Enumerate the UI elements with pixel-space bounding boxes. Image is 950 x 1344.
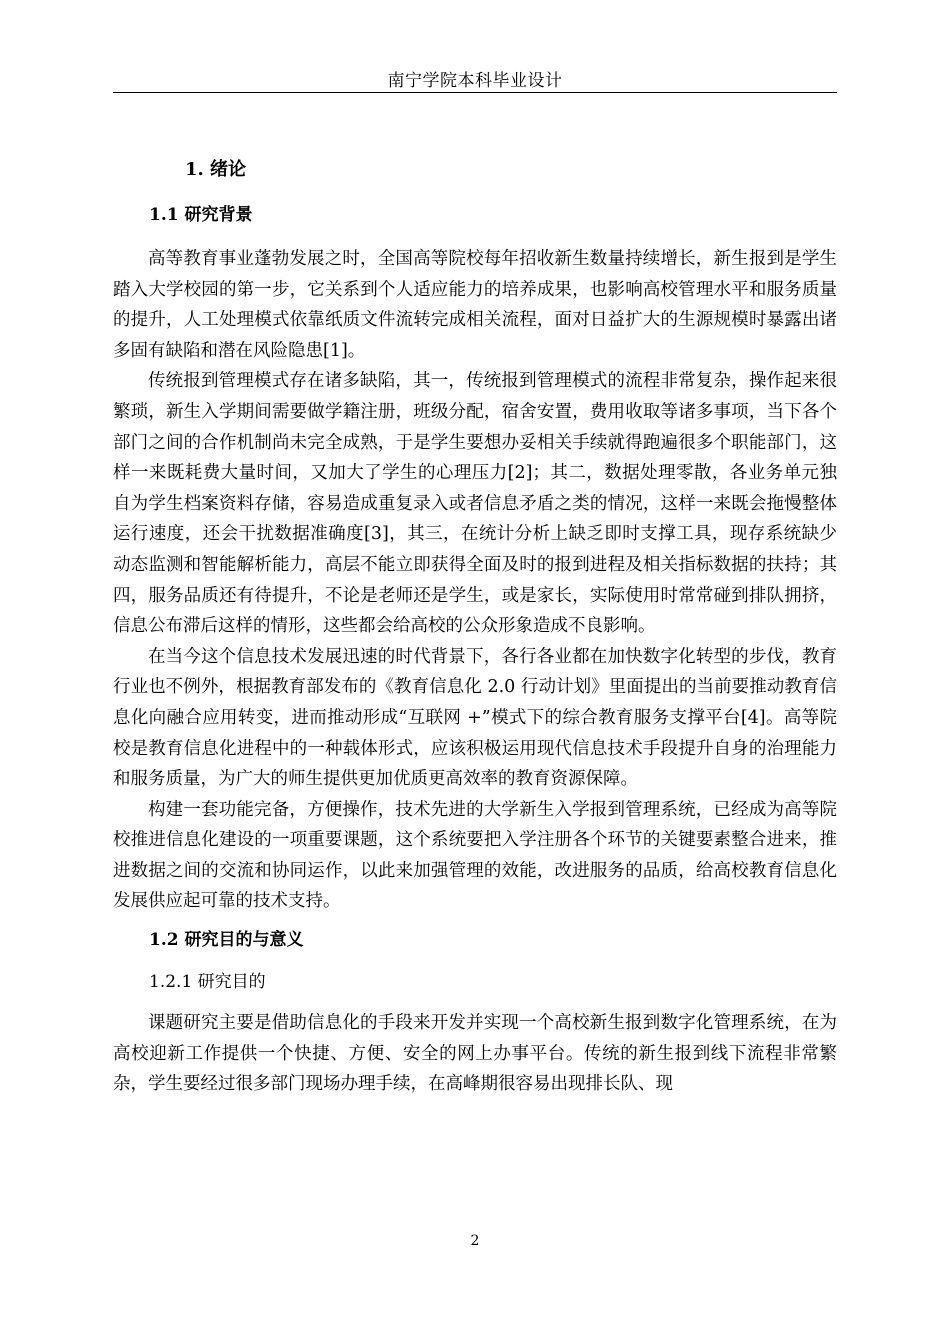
- paragraph: 高等教育事业蓬勃发展之时，全国高等院校每年招收新生数量持续增长，新生报到是学生踏入大学校园的第一步，它关系到个人适应能力的培养成果，也影响高校管理水平和服务质量的提升，人工处理模式依靠纸质文件流转完成相关流程，面对日益扩大的生源规模时暴露出诸多固有缺陷和潜在风险隐患[1]。: [113, 249, 837, 361]
- paragraph: 传统报到管理模式存在诸多缺陷，其一，传统报到管理模式的流程非常复杂，操作起来很繁琐，新生入学期间需要做学籍注册，班级分配，宿舍安置，费用收取等诸多事项，当下各个部门之间的合作机制尚未完全成熟，于是学生要想办妥相关手续就得跑遍很多个职能部门，这样一来既耗费大量时间，又加大了学生的心理压力[2]；其二，数据处理零散，各业务单元独自为学生档案资料存储，容易造成重复录入或者信息矛盾之类的情况，这样一来既会拖慢整体运行速度，还会干扰数据准确度[3]，其三，在统计分析上缺乏即时支撑工具，现存系统缺少动态监测和智能解析能力，高层不能立即获得全面及时的报到进程及相关指标数据的扶持；其四，服务品质还有待提升，不论是老师还是学生，或是家长，实际使用时常常碰到排队拥挤，信息公布滞后这样的情形，这些都会给高校的公众形象造成不良影响。: [113, 371, 837, 637]
- paragraph: 构建一套功能完备，方便操作，技术先进的大学新生入学报到管理系统，已经成为高等院校推进信息化建设的一项重要课题，这个系统要把入学注册各个环节的关键要素整合进来，推进数据之间的交流和协同运作，以此来加强管理的效能，改进服务的品质，给高校教育信息化发展供应起可靠的技术支持。: [113, 799, 837, 912]
- paragraph: 课题研究主要是借助信息化的手段来开发并实现一个高校新生报到数字化管理系统，在为高校迎新工作提供一个快捷、方便、安全的网上办事平台。传统的新生报到线下流程非常繁杂，学生要经过很多部门现场办理手续，在高峰期很容易出现排长队、现: [113, 1013, 837, 1095]
- page-number: 2: [470, 1233, 480, 1249]
- page-content: [113, 154, 837, 1100]
- section-title-1-2: 1.2 研究目的与意义: [149, 930, 304, 951]
- paragraph: 在当今这个信息技术发展迅速的时代背景下，各行各业都在加快数字化转型的步伐，教育行业也不例外，根据教育部发布的《教育信息化 2.0 行动计划》里面提出的当前要推动教育信息化向融合应用转变，进而推动形成“互联网 +”模式下的综合教育服务支撑平台[4]。高等院校是教育信息化进程中的一种载体形式，应该积极运用现代信息技术手段提升自身的治理能力和服务质量，为广大的师生提供更加优质更高效率的教育资源保障。: [113, 646, 837, 790]
- header-rule: [113, 92, 837, 93]
- running-header: 南宁学院本科毕业设计: [387, 71, 563, 91]
- subsection-title-1-2-1: 1.2.1 研究目的: [149, 972, 266, 993]
- section-title-1-1: 1.1 研究背景: [149, 205, 253, 225]
- chapter-title: 1. 绪论: [185, 159, 247, 180]
